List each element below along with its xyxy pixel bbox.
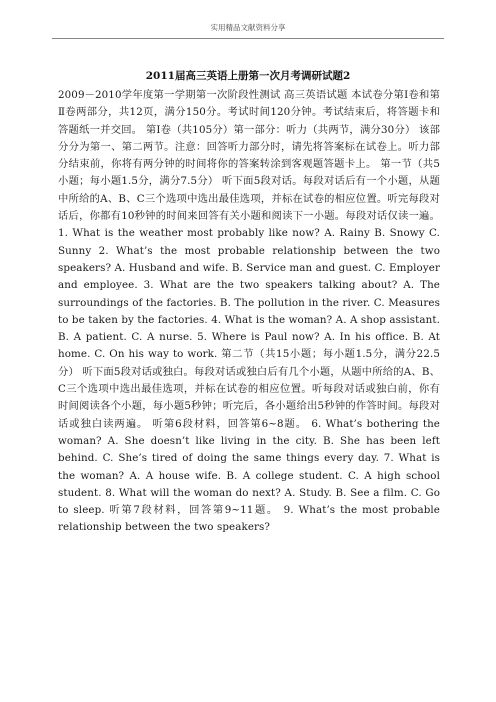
header-divider (52, 38, 444, 39)
document-title: 2011届高三英语上册第一次月考调研试题2 (145, 70, 351, 82)
document-body: 2009－2010学年度第一学期第一次阶段性测试 高三英语试题 本试卷分第Ⅰ卷和第Ⅱ卷两部分，共12页，满分150分。考试时间120分钟。考试结束后，将答题卡和答题纸一并交回。 第Ⅰ卷（共105分）第一部分：听力（共两节，满分30分） 该部分分为第一、第二两节。注意：回答听力部分时，请先将答案标在试卷上。听力部分结束前，你将有两分钟的时间将你的答案转涂到客观题答题卡上。 第一节（共5小题；每小题1.5分，满分7.5分） 听下面5段对话。每段对话后有一个小题，从题中所给的A、B、C三个选项中选出最佳选项，并标在试卷的相应位置。听完每段对话后，你都有10秒钟的时间来回答有关小题和阅读下一小题。每段对话仅读一遍。 1. What is the weather most probably like now? A. Rainy B. Snowy C. Sunny 2. What’s the most probable relationship between the two speakers? A. Husband and wife. B. Service man and guest. C. Employer and employee. 3. What are the two speakers talking about? A. The surroundings of the factories. B. The pollution in the river. C. Measures to be taken by the factories. 4. What is the woman? A. A shop assistant. B. A patient. C. A nurse. 5. Where is Paul now? A. In his office. B. At home. C. On his way to work. 第二节（共15小题；每小题1.5分，满分22.5分） 听下面5段对话或独白。每段对话或独白后有几个小题，从题中所给的A、B、C三个选项中选出最佳选项，并标在试卷的相应位置。听每段对话或独白前，你有时间阅读各个小题，每小题5秒钟；听完后，各小题给出5秒钟的作答时间。每段对话或独白读两遍。 听第6段材料，回答第6~8题。 6. What’s bothering the woman? A. She doesn’t like living in the city. B. She has been left behind. C. She’s tired of doing the same things every day. 7. What is the woman? A. A house wife. B. A college student. C. A high school student. 8. What will the woman do next? A. Study. B. See a film. C. Go to sleep. 听第7段材料，回答第9~11题。 9. What’s the most probable relationship between the two speakers? (58, 89, 440, 534)
page-header-text: 实用精品文献资料分享 (210, 23, 286, 32)
